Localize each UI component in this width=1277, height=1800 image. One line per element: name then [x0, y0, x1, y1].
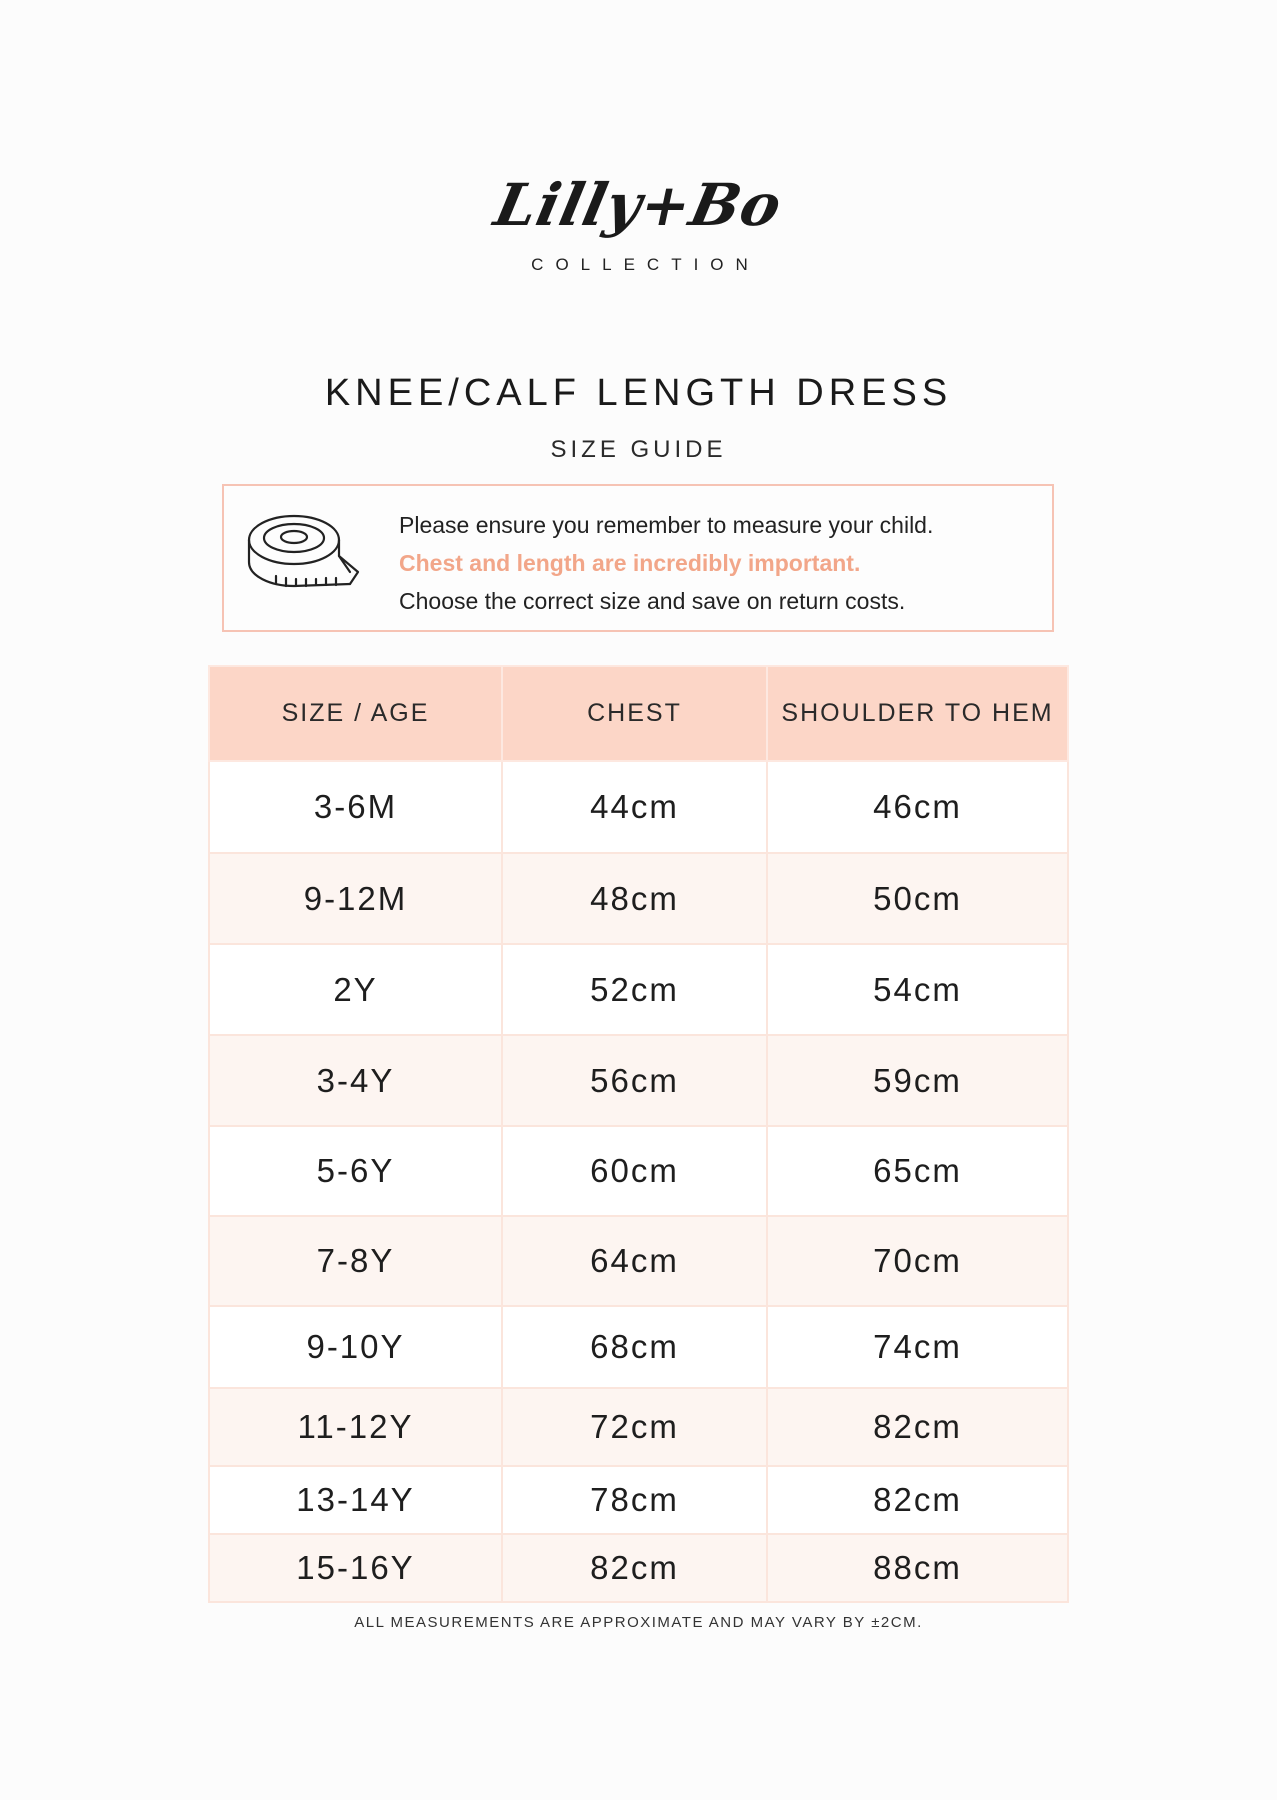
cell-shoulder-to-hem: 46cm [767, 761, 1068, 853]
cell-chest: 44cm [502, 761, 767, 853]
cell-shoulder-to-hem: 82cm [767, 1466, 1068, 1534]
notice-line-measure: Please ensure you remember to measure your child. [399, 512, 934, 538]
page-title: KNEE/CALF LENGTH DRESS [324, 372, 953, 414]
size-table-header-row [209, 666, 1068, 761]
cell-size: 13-14Y [209, 1466, 502, 1534]
table-row [209, 761, 1068, 853]
brand-logo [0, 165, 1277, 275]
table-row [209, 1126, 1068, 1216]
table-row [209, 853, 1068, 944]
cell-shoulder-to-hem: 65cm [767, 1126, 1068, 1216]
cell-chest: 68cm [502, 1306, 767, 1388]
header-size-age: SIZE / AGE [209, 666, 502, 761]
cell-size: 3-6M [209, 761, 502, 853]
cell-shoulder-to-hem: 54cm [767, 944, 1068, 1035]
cell-size: 9-12M [209, 853, 502, 944]
cell-chest: 82cm [502, 1534, 767, 1602]
cell-chest: 78cm [502, 1466, 767, 1534]
notice-line-important: Chest and length are incredibly important. [399, 550, 861, 576]
table-row [209, 944, 1068, 1035]
table-row [209, 1534, 1068, 1602]
measurement-disclaimer: ALL MEASUREMENTS ARE APPROXIMATE AND MAY VARY BY ±2CM. [354, 1614, 923, 1631]
cell-size: 11-12Y [209, 1388, 502, 1466]
table-row [209, 1216, 1068, 1306]
notice-line-return-costs: Choose the correct size and save on return costs. [399, 588, 906, 614]
cell-chest: 60cm [502, 1126, 767, 1216]
cell-chest: 56cm [502, 1035, 767, 1126]
cell-chest: 64cm [502, 1216, 767, 1306]
page-subtitle: SIZE GUIDE [550, 436, 727, 463]
table-row [209, 1035, 1068, 1126]
cell-size: 5-6Y [209, 1126, 502, 1216]
cell-shoulder-to-hem: 70cm [767, 1216, 1068, 1306]
table-row [209, 1466, 1068, 1534]
header-shoulder-to-hem: SHOULDER TO HEM [767, 666, 1068, 761]
cell-size: 3-4Y [209, 1035, 502, 1126]
brand-logo-script: Lilly+Bo [488, 171, 789, 239]
header-chest: CHEST [502, 666, 767, 761]
brand-logo-subtitle: COLLECTION [531, 255, 760, 274]
measurement-notice [222, 484, 1054, 632]
table-row [209, 1306, 1068, 1388]
cell-size: 15-16Y [209, 1534, 502, 1602]
cell-chest: 72cm [502, 1388, 767, 1466]
cell-size: 9-10Y [209, 1306, 502, 1388]
cell-shoulder-to-hem: 59cm [767, 1035, 1068, 1126]
cell-chest: 48cm [502, 853, 767, 944]
cell-shoulder-to-hem: 50cm [767, 853, 1068, 944]
measuring-tape-icon [246, 510, 364, 606]
size-table [208, 665, 1069, 1603]
table-row [209, 1388, 1068, 1466]
cell-shoulder-to-hem: 74cm [767, 1306, 1068, 1388]
cell-size: 2Y [209, 944, 502, 1035]
cell-shoulder-to-hem: 82cm [767, 1388, 1068, 1466]
cell-chest: 52cm [502, 944, 767, 1035]
cell-size: 7-8Y [209, 1216, 502, 1306]
cell-shoulder-to-hem: 88cm [767, 1534, 1068, 1602]
